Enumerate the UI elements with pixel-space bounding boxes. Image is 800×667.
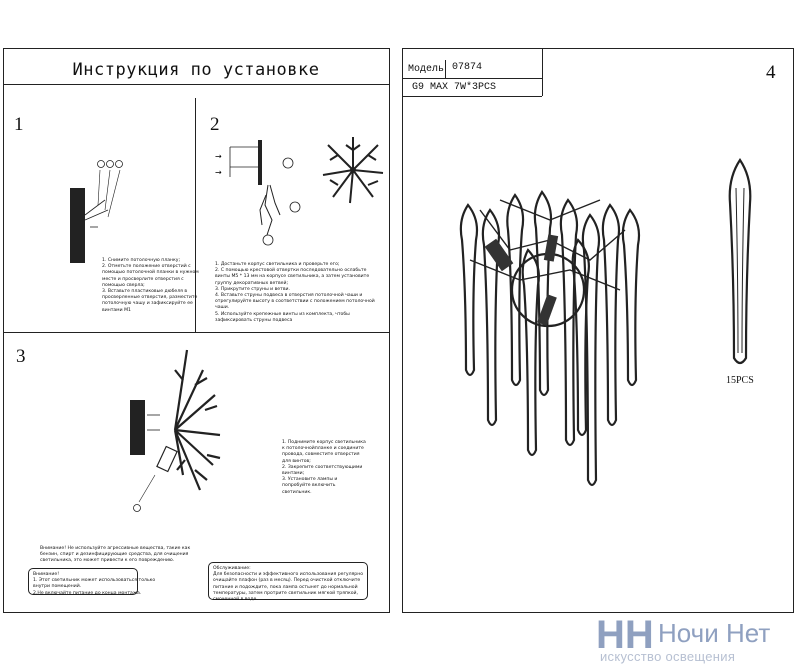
page-title: Инструкция по установке xyxy=(72,60,320,80)
service-title: Обслуживание: xyxy=(213,566,251,571)
model-table-row-line xyxy=(402,78,542,79)
step-number-3: 3 xyxy=(16,346,26,367)
logo-letters: НН xyxy=(596,613,654,657)
model-table-divider xyxy=(445,60,446,78)
model-table-bottom xyxy=(402,96,542,97)
model-table-right xyxy=(542,48,543,96)
attention-title: Внимание! xyxy=(33,572,60,577)
service-box: Обслуживание: Для безопасности и эффективного использования регулярно очищайте плафон (раз в месяц). Перед очисткой отключите питание и подождите, пока лампа остынет до нормальной температуры, затем протрите светильник мягкой тряпкой, смоченной в воде. xyxy=(208,562,368,600)
title-divider xyxy=(3,84,390,85)
step-number-2: 2 xyxy=(210,114,220,135)
step-number-4: 4 xyxy=(766,62,776,83)
attention-box: Внимание! 1. Этот светильник может использоваться только внутри помещений. 2.Не включайте питание до конца монтажа. xyxy=(28,568,138,595)
step-number-1: 1 xyxy=(14,114,24,135)
step2-notes: 1. Достаньте корпус светильника и проверьте его; 2. С помощью крестовой отвертки последовательно ослабьте винты М5 * 13 мм на корпусе светильника, а затем установите группу декоративных ветвей; 3. Прикрутите струны и ветви. 4. Вставьте струны подвеса в отверстия потолочной чаши и отрегулируйте высоту в соответствии с положением потолочной чаши. 5. Используйте крепежные винты из комплекта, чтобы зафиксировать струны подвеса xyxy=(215,262,375,323)
warning-text: Внимание! Не используйте агрессивные вещества, такие как бензин, спирт и дезинфицирующие средства, для очищения светильника, это может привести к его повреждению. xyxy=(40,546,191,564)
step1-notes: 1. Снимите потолочную планку; 2. Отметьте положение отверстий с помощью потолочной планки в нужном месте и просверлите отверстия с помощью сверла; 3. Вставьте пластиковые дюбеля в просверленные отверстия, разместите потолочную чашу и зафиксируйте ее винтами М1 xyxy=(102,258,199,313)
logo-brand-name: Ночи Нет xyxy=(658,618,771,648)
brand-logo xyxy=(596,614,792,664)
pcs-label: 15PCS xyxy=(726,375,754,386)
step-divider-horizontal xyxy=(3,332,390,333)
decorative-branch-cluster xyxy=(318,135,388,205)
step2-diagram xyxy=(210,125,310,245)
model-value: 07874 xyxy=(452,62,483,73)
step3-notes: 1. Поднимите корпус светильника к потолочнойпланке и соедините провода, совместите отверстия для винтов; 2. Закрепите соответствующими винтами; 3. Установите лампы и попробуйте включить светильник. xyxy=(282,440,366,495)
left-panel-frame xyxy=(3,48,390,613)
svg-text:→: → xyxy=(215,152,222,161)
step3-diagram xyxy=(125,340,265,520)
single-shade-illustration xyxy=(720,158,760,368)
logo-tagline: искусство освещения xyxy=(600,649,736,664)
chandelier-illustration xyxy=(450,180,640,490)
model-label: Модель xyxy=(408,64,445,75)
svg-text:→: → xyxy=(215,168,222,177)
lamp-spec: G9 MAX 7W*3PCS xyxy=(412,82,497,93)
